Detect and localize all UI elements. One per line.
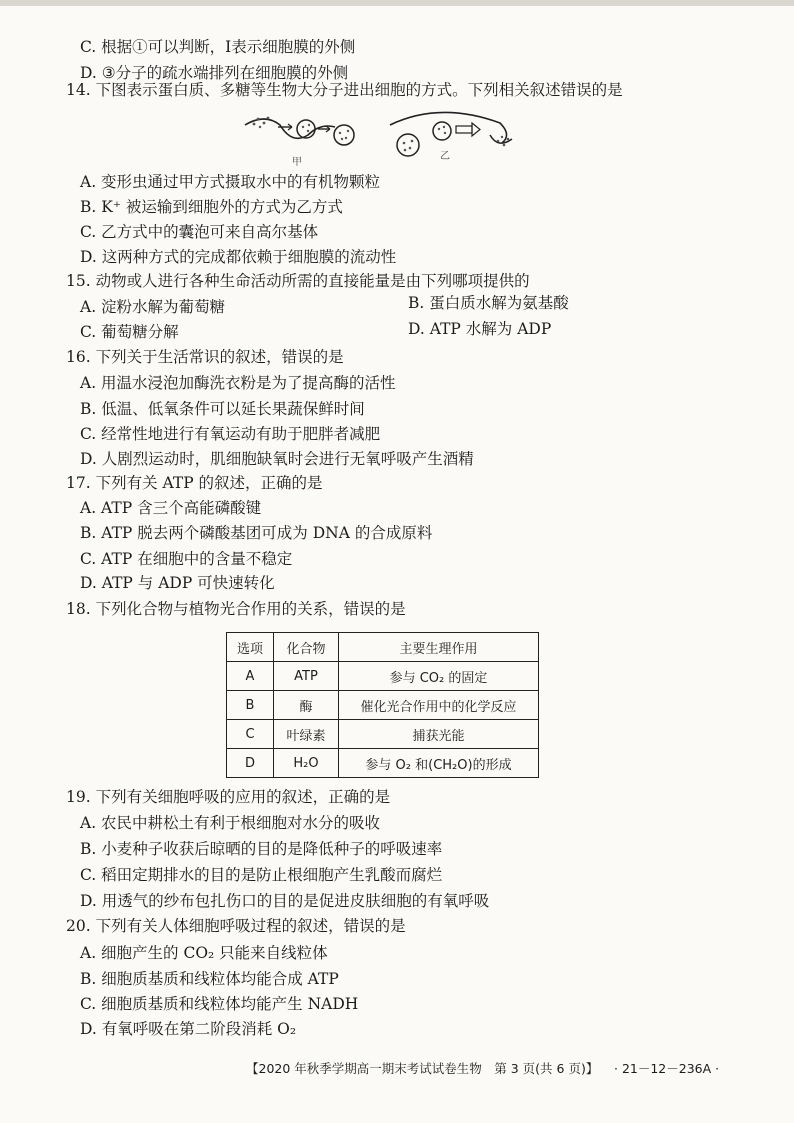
vesicle-jia-2 [334, 125, 354, 145]
q16-option-d: D. 人剧烈运动时，肌细胞缺氧时会进行无氧呼吸产生酒精 [80, 450, 474, 468]
q16-option-c: C. 经常性地进行有氧运动有助于肥胖者减肥 [80, 425, 381, 443]
table-cell: 参与 CO₂ 的固定 [339, 662, 539, 691]
table-row [227, 720, 539, 749]
scan-edge [0, 0, 794, 6]
q20-option-b: B. 细胞质基质和线粒体均能合成 ATP [80, 970, 339, 988]
arrow-yi [456, 126, 472, 133]
q14-option-a: A. 变形虫通过甲方式摄取水中的有机物颗粒 [80, 173, 381, 191]
q18-stem: 18. 下列化合物与植物光合作用的关系，错误的是 [66, 600, 406, 618]
table-cell: H₂O [274, 749, 339, 778]
q15-option-c: C. 葡萄糖分解 [80, 323, 179, 341]
q16-stem: 16. 下列关于生活常识的叙述，错误的是 [66, 348, 344, 366]
vesicle-yi-2 [433, 122, 451, 140]
table-row [227, 749, 539, 778]
table-header-function: 主要生理作用 [339, 633, 539, 662]
q14-stem: 14. 下图表示蛋白质、多糖等生物大分子进出细胞的方式。下列相关叙述错误的是 [66, 81, 623, 99]
q14-diagram [240, 105, 530, 165]
q15-option-b: B. 蛋白质水解为氨基酸 [408, 294, 569, 312]
q20-option-c: C. 细胞质基质和线粒体均能产生 NADH [80, 995, 359, 1013]
table-cell: 酶 [274, 691, 339, 720]
vesicle-yi-1 [397, 134, 419, 156]
table-row [227, 662, 539, 691]
q15-stem: 15. 动物或人进行各种生命活动所需的直接能量是由下列哪项提供的 [66, 272, 530, 290]
footer-code: · 21－12－236A · [614, 1061, 720, 1076]
table-cell: D [227, 749, 274, 778]
q17-option-c: C. ATP 在细胞中的含量不稳定 [80, 550, 293, 568]
q13-option-d: D. ③分子的疏水端排列在细胞膜的外侧 [80, 64, 349, 82]
table-cell: B [227, 691, 274, 720]
figure-label-yi: 乙 [440, 151, 450, 162]
q16-option-a: A. 用温水浸泡加酶洗衣粉是为了提高酶的活性 [80, 374, 396, 392]
q15-option-a: A. 淀粉水解为葡萄糖 [80, 298, 226, 316]
q15-option-d: D. ATP 水解为 ADP [408, 320, 552, 338]
table-cell: ATP [274, 662, 339, 691]
q18-table [226, 632, 539, 778]
q14-option-b: B. K⁺ 被运输到细胞外的方式为乙方式 [80, 198, 343, 216]
q19-stem: 19. 下列有关细胞呼吸的应用的叙述，正确的是 [66, 788, 391, 806]
q14-option-d: D. 这两种方式的完成都依赖于细胞膜的流动性 [80, 248, 397, 266]
q20-stem: 20. 下列有关人体细胞呼吸过程的叙述，错误的是 [66, 917, 406, 935]
footer-exam-info: 【2020 年秋季学期高一期末考试试卷生物 第 3 页(共 6 页)】 [246, 1061, 599, 1076]
q19-option-a: A. 农民中耕松土有利于根细胞对水分的吸收 [80, 814, 381, 832]
q16-option-b: B. 低温、低氧条件可以延长果蔬保鲜时间 [80, 400, 365, 418]
q13-option-c: C. 根据①可以判断，Ⅰ表示细胞膜的外侧 [80, 38, 356, 56]
q19-option-b: B. 小麦种子收获后晾晒的目的是降低种子的呼吸速率 [80, 840, 443, 858]
q17-option-a: A. ATP 含三个高能磷酸键 [80, 499, 262, 517]
table-header-row [227, 633, 539, 662]
table-cell: 参与 O₂ 和(CH₂O)的形成 [339, 749, 539, 778]
figure-label-jia: 甲 [292, 157, 302, 168]
q17-option-b: B. ATP 脱去两个磷酸基团可成为 DNA 的合成原料 [80, 524, 433, 542]
q17-stem: 17. 下列有关 ATP 的叙述，正确的是 [66, 474, 323, 492]
q20-option-a: A. 细胞产生的 CO₂ 只能来自线粒体 [80, 944, 328, 962]
q17-option-d: D. ATP 与 ADP 可快速转化 [80, 574, 275, 592]
table-cell: 捕获光能 [339, 720, 539, 749]
q14-endocytosis-exocytosis-figure [240, 105, 530, 168]
q14-option-c: C. 乙方式中的囊泡可来自高尔基体 [80, 223, 319, 241]
q19-option-d: D. 用透气的纱布包扎伤口的目的是促进皮肤细胞的有氧呼吸 [80, 892, 490, 910]
table-cell: A [227, 662, 274, 691]
table-header-compound: 化合物 [274, 633, 339, 662]
table-row [227, 691, 539, 720]
q19-option-c: C. 稻田定期排水的目的是防止根细胞产生乳酸而腐烂 [80, 866, 443, 884]
table-header-option: 选项 [227, 633, 274, 662]
table-cell: 催化光合作用中的化学反应 [339, 691, 539, 720]
table-cell: 叶绿素 [274, 720, 339, 749]
table-cell: C [227, 720, 274, 749]
q20-option-d: D. 有氧呼吸在第二阶段消耗 O₂ [80, 1020, 297, 1038]
